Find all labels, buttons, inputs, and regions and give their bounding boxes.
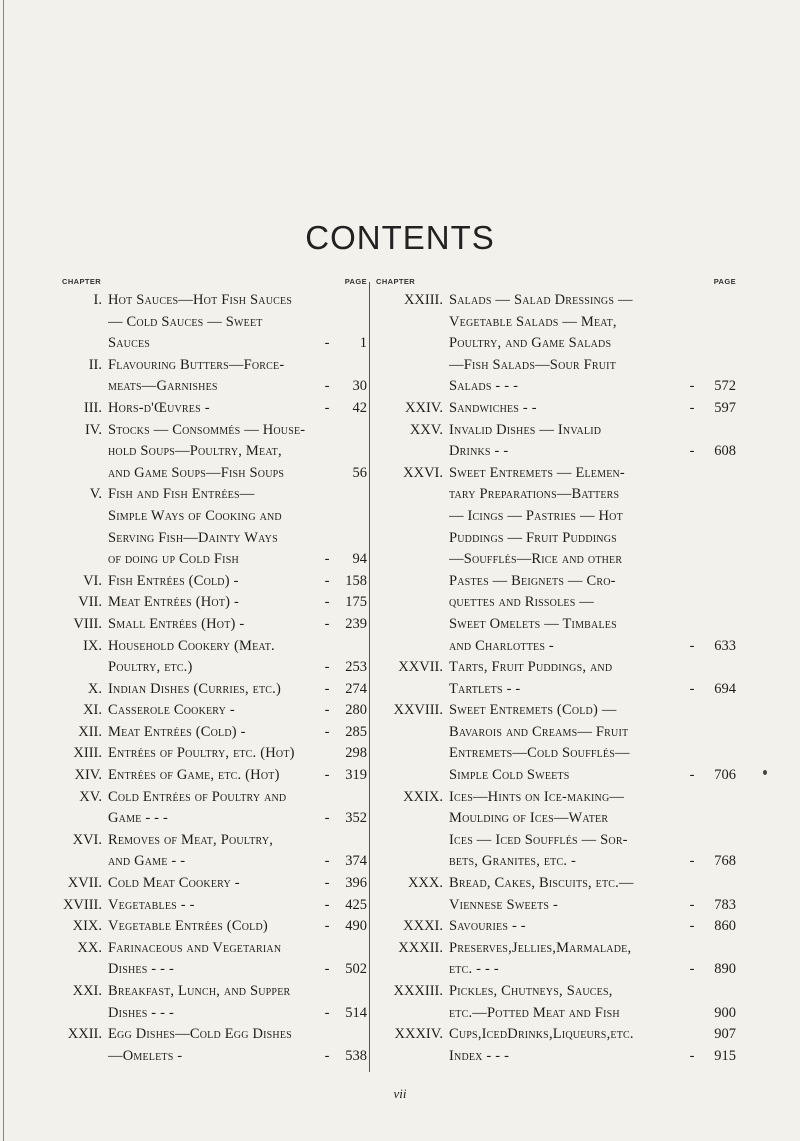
- column-divider: [369, 282, 370, 1072]
- contents-line: [376, 528, 736, 550]
- contents-line: [376, 463, 736, 485]
- chapter-title: Hot Sauces—Hot Fish Sauces: [108, 292, 293, 308]
- chapter-title: Tartlets - -: [449, 680, 521, 697]
- chapter-title: Simple Cold Sweets: [449, 767, 570, 784]
- chapter-title: Bavarois and Creams— Fruit: [449, 723, 629, 740]
- contents-lines-left: [62, 290, 367, 1067]
- leader-dash: -: [689, 918, 695, 935]
- page-number: 597: [714, 399, 736, 416]
- page-number: 253: [345, 659, 367, 676]
- contents-line: [376, 355, 736, 377]
- contents-line: [62, 1003, 367, 1025]
- contents-line: [376, 657, 736, 679]
- contents-line: [62, 463, 367, 485]
- column-header: [62, 277, 367, 290]
- contents-line: [62, 506, 367, 528]
- page-number: 285: [345, 723, 367, 740]
- chapter-number: XIII.: [73, 745, 102, 762]
- contents-line: [376, 743, 736, 765]
- chapter-number: XXXIV.: [394, 1026, 443, 1043]
- contents-column-left: [62, 277, 367, 1067]
- chapter-title: Vegetable Entrées (Cold): [108, 918, 268, 935]
- chapter-title: Casserole Cookery -: [108, 702, 235, 719]
- contents-line: [62, 528, 367, 550]
- contents-line: [62, 333, 367, 355]
- chapter-number: XIV.: [74, 767, 102, 784]
- chapter-title: Tarts, Fruit Puddings, and: [449, 659, 613, 676]
- chapter-number: XXVIII.: [393, 702, 443, 719]
- chapter-title: Sandwiches - -: [449, 399, 537, 416]
- page-number: 490: [345, 918, 367, 935]
- contents-line: [62, 851, 367, 873]
- contents-line: [62, 1046, 367, 1068]
- contents-line: [376, 959, 736, 981]
- chapter-title: Sweet Omelets — Timbales: [449, 615, 617, 632]
- contents-line: [62, 312, 367, 334]
- contents-line: [62, 376, 367, 398]
- leader-dash: -: [324, 1047, 330, 1064]
- chapter-number: X.: [87, 680, 102, 697]
- contents-line: [376, 765, 736, 787]
- ink-speck: [763, 770, 767, 775]
- contents-line: [62, 959, 367, 981]
- contents-line: [376, 614, 736, 636]
- contents-line: [376, 679, 736, 701]
- chapter-number: XXIX.: [403, 788, 443, 805]
- chapter-title: Vegetable Salads — Meat,: [449, 313, 617, 330]
- chapter-title: Cold Entrées of Poultry and: [108, 788, 287, 805]
- contents-line: [376, 484, 736, 506]
- chapter-number: XXIV.: [405, 399, 443, 416]
- chapter-title: Puddings — Fruit Puddings: [449, 529, 617, 546]
- contents-line: [62, 636, 367, 658]
- page-number: 907: [714, 1026, 736, 1043]
- chapter-title: Egg Dishes—Cold Egg Dishes: [108, 1026, 292, 1043]
- contents-line: [62, 895, 367, 917]
- leader-dash: -: [689, 680, 695, 697]
- leader-dash: -: [689, 896, 695, 913]
- chapter-number: III.: [83, 399, 102, 416]
- chapter-number: XXX.: [407, 875, 443, 892]
- chapter-title: Sweet Entremets — Elemen-: [449, 464, 625, 481]
- chapter-number: XXXII.: [398, 939, 443, 956]
- page-number: 319: [345, 767, 367, 784]
- chapter-title: Farinaceous and Vegetarian: [108, 939, 282, 956]
- page-number: 274: [345, 680, 367, 697]
- page-number: 396: [345, 875, 367, 892]
- leader-dash: -: [324, 378, 330, 395]
- contents-line: [62, 290, 367, 312]
- contents-line: [62, 484, 367, 506]
- page-number: 30: [352, 378, 367, 395]
- chapter-title: Dishes - - -: [108, 1004, 175, 1021]
- chapter-title: Hors-d'Œuvres -: [108, 399, 210, 416]
- page-number: 633: [714, 637, 736, 654]
- contents-line: [62, 916, 367, 938]
- chapter-title: bets, Granites, etc. -: [449, 853, 577, 870]
- chapter-title: Simple Ways of Cooking and: [108, 507, 282, 524]
- contents-line: [376, 592, 736, 614]
- chapter-title: etc. - - -: [449, 961, 499, 978]
- page-number: 56: [352, 464, 367, 481]
- contents-line: [62, 549, 367, 571]
- chapter-number: XXI.: [72, 983, 102, 999]
- contents-line: [376, 549, 736, 571]
- chapter-number: V.: [89, 486, 102, 503]
- page-number: 280: [345, 702, 367, 719]
- leader-dash: -: [689, 637, 695, 654]
- page-number: 352: [345, 810, 367, 827]
- contents-line: [376, 1046, 736, 1068]
- chapter-title: Pastes — Beignets — Cro-: [449, 572, 616, 589]
- chapter-title: Poultry, and Game Salads: [449, 335, 612, 352]
- chapter-title: Moulding of Ices—Water: [449, 810, 609, 827]
- page-number: 900: [714, 1004, 736, 1021]
- chapter-title: and Charlottes -: [449, 637, 554, 654]
- chapter-number: XXII.: [67, 1026, 102, 1043]
- leader-dash: -: [689, 853, 695, 870]
- chapter-title: Cold Meat Cookery -: [108, 875, 240, 892]
- chapter-number: XVII.: [67, 875, 102, 892]
- contents-line: [376, 830, 736, 852]
- page-number: 768: [714, 853, 736, 870]
- page-title: CONTENTS: [305, 219, 495, 256]
- page-number: 1: [359, 335, 367, 352]
- chapter-title: Small Entrées (Hot) -: [108, 615, 245, 632]
- contents-line: [376, 312, 736, 334]
- contents-line: [376, 376, 736, 398]
- contents-line: [376, 916, 736, 938]
- contents-line: [376, 420, 736, 442]
- chapter-number: XX.: [77, 939, 102, 956]
- page-number: 158: [345, 572, 367, 589]
- page-number: 915: [714, 1047, 736, 1064]
- chapter-title: meats—Garnishes: [108, 378, 218, 395]
- contents-line: [62, 830, 367, 852]
- contents-line: [376, 571, 736, 593]
- leader-dash: -: [324, 572, 330, 589]
- leader-dash: -: [324, 961, 330, 978]
- contents-line: [62, 981, 367, 1003]
- chapter-title: Flavouring Butters—Force-: [108, 356, 285, 373]
- page-number: 608: [714, 443, 736, 460]
- chapter-title: Pickles, Chutneys, Sauces,: [449, 983, 613, 999]
- leader-dash: -: [689, 443, 695, 460]
- contents-line: [62, 571, 367, 593]
- page-number: 706: [714, 767, 736, 784]
- contents-line: [376, 398, 736, 420]
- contents-lines-right: [376, 290, 736, 1067]
- page-number: 298: [345, 745, 367, 762]
- chapter-number: XXXIII.: [393, 983, 443, 999]
- chapter-title: Removes of Meat, Poultry,: [108, 831, 274, 848]
- leader-dash: -: [324, 399, 330, 416]
- chapter-number: XXV.: [409, 421, 443, 438]
- chapter-title: Salads - - -: [449, 378, 519, 395]
- chapter-title: Game - - -: [108, 810, 169, 827]
- leader-dash: -: [324, 680, 330, 697]
- contents-line: [376, 938, 736, 960]
- contents-line: [376, 441, 736, 463]
- page-number: 514: [345, 1004, 367, 1021]
- chapter-title: Fish Entrées (Cold) -: [108, 572, 239, 589]
- leader-dash: -: [689, 399, 695, 416]
- chapter-title: Drinks - -: [449, 443, 509, 460]
- contents-line: [376, 981, 736, 1003]
- leader-dash: -: [324, 918, 330, 935]
- contents-line: [376, 290, 736, 312]
- chapter-title: — Cold Sauces — Sweet: [108, 313, 263, 330]
- leader-dash: -: [689, 1047, 695, 1064]
- chapter-title: hold Soups—Poultry, Meat,: [108, 443, 282, 460]
- chapter-title: Sauces: [108, 335, 151, 352]
- page-number: 860: [714, 918, 736, 935]
- chapter-title: Meat Entrées (Hot) -: [108, 594, 240, 611]
- chapter-title: Poultry, etc.): [108, 659, 193, 676]
- contents-line: [62, 441, 367, 463]
- contents-line: [62, 787, 367, 809]
- page-number: 239: [345, 615, 367, 632]
- page-number: 502: [345, 961, 367, 978]
- chapter-title: etc.—Potted Meat and Fish: [449, 1004, 620, 1021]
- page-number: 175: [345, 594, 367, 611]
- chapter-title: Fish and Fish Entrées—: [108, 486, 255, 503]
- leader-dash: -: [324, 1004, 330, 1021]
- contents-line: [62, 420, 367, 442]
- contents-line: [62, 355, 367, 377]
- contents-line: [376, 808, 736, 830]
- contents-line: [376, 895, 736, 917]
- contents-line: [376, 333, 736, 355]
- chapter-number: XXIII.: [403, 292, 443, 308]
- contents-line: [62, 398, 367, 420]
- leader-dash: -: [324, 551, 330, 568]
- chapter-title: Entremets—Cold Soufflés—: [449, 745, 630, 762]
- page-number: 374: [345, 853, 367, 870]
- contents-line: [376, 506, 736, 528]
- leader-dash: -: [689, 961, 695, 978]
- contents-line: [62, 700, 367, 722]
- chapter-title: Invalid Dishes — Invalid: [449, 421, 602, 438]
- chapter-title: Entrées of Poultry, etc. (Hot): [108, 745, 295, 762]
- page-label: PAGE: [344, 277, 367, 286]
- chapter-number: II.: [88, 356, 102, 373]
- chapter-number: I.: [93, 292, 102, 308]
- contents-line: [376, 787, 736, 809]
- contents-line: [376, 1003, 736, 1025]
- chapter-label: CHAPTER: [62, 277, 102, 286]
- chapter-title: tary Preparations—Batters: [449, 486, 620, 503]
- chapter-title: Sweet Entremets (Cold) —: [449, 702, 617, 719]
- leader-dash: -: [324, 875, 330, 892]
- leader-dash: -: [324, 896, 330, 913]
- leader-dash: -: [324, 594, 330, 611]
- contents-line: [62, 722, 367, 744]
- contents-line: [376, 1024, 736, 1046]
- chapter-number: XI.: [83, 702, 102, 719]
- contents-line: [62, 1024, 367, 1046]
- page-edge-line: [3, 0, 4, 1141]
- page-number: 425: [345, 896, 367, 913]
- chapter-number: IV.: [84, 421, 102, 438]
- chapter-title: Dishes - - -: [108, 961, 175, 978]
- chapter-title: —Omelets -: [108, 1047, 183, 1064]
- contents-line: [376, 851, 736, 873]
- chapter-title: and Game - -: [108, 853, 186, 870]
- chapter-number: XVI.: [72, 831, 102, 848]
- contents-line: [62, 679, 367, 701]
- chapter-title: of doing up Cold Fish: [108, 551, 239, 568]
- chapter-title: Serving Fish—Dainty Ways: [108, 529, 278, 546]
- chapter-title: Ices — Iced Soufflés — Sor-: [449, 831, 628, 848]
- chapter-title: Index - - -: [449, 1047, 510, 1064]
- page-label: PAGE: [713, 277, 736, 286]
- page-folio: vii: [393, 1086, 407, 1101]
- chapter-title: Bread, Cakes, Biscuits, etc.—: [449, 875, 634, 892]
- chapter-number: XXVI.: [403, 464, 443, 481]
- chapter-title: Household Cookery (Meat.: [108, 637, 275, 654]
- leader-dash: -: [324, 659, 330, 676]
- chapter-title: Preserves,Jellies,Marmalade,: [449, 939, 632, 956]
- contents-line: [62, 657, 367, 679]
- chapter-label: CHAPTER: [376, 277, 416, 286]
- contents-line: [376, 700, 736, 722]
- page-number: 783: [714, 896, 736, 913]
- chapter-title: Meat Entrées (Cold) -: [108, 723, 246, 740]
- chapter-number: VIII.: [73, 615, 102, 632]
- chapter-title: and Game Soups—Fish Soups: [108, 464, 285, 481]
- chapter-number: XXXI.: [403, 918, 443, 935]
- page-number: 538: [345, 1047, 367, 1064]
- leader-dash: -: [324, 615, 330, 632]
- contents-line: [62, 614, 367, 636]
- chapter-number: XV.: [79, 788, 102, 805]
- chapter-title: quettes and Rissoles —: [449, 594, 595, 611]
- chapter-number: XII.: [78, 723, 102, 740]
- chapter-title: Cups,IcedDrinks,Liqueurs,etc.: [449, 1026, 634, 1043]
- chapter-number: XIX.: [72, 918, 102, 935]
- leader-dash: -: [324, 702, 330, 719]
- contents-line: [376, 873, 736, 895]
- contents-column-right: [376, 277, 736, 1067]
- chapter-title: Vegetables - -: [108, 896, 195, 913]
- contents-line: [62, 765, 367, 787]
- contents-line: [62, 592, 367, 614]
- chapter-number: IX.: [83, 637, 102, 654]
- contents-line: [62, 743, 367, 765]
- leader-dash: -: [689, 767, 695, 784]
- chapter-title: Salads — Salad Dressings —: [449, 292, 633, 308]
- chapter-title: Stocks — Consommés — House-: [108, 421, 306, 438]
- chapter-title: Breakfast, Lunch, and Supper: [108, 983, 291, 999]
- contents-line: [376, 636, 736, 658]
- contents-line: [62, 873, 367, 895]
- chapter-title: Entrées of Game, etc. (Hot): [108, 767, 280, 784]
- leader-dash: -: [324, 810, 330, 827]
- chapter-title: Viennese Sweets -: [449, 896, 558, 913]
- chapter-number: VI.: [83, 572, 102, 589]
- leader-dash: -: [689, 378, 695, 395]
- page-number: 94: [352, 551, 367, 568]
- leader-dash: -: [324, 853, 330, 870]
- contents-line: [62, 938, 367, 960]
- page-number: 890: [714, 961, 736, 978]
- column-header: [376, 277, 736, 290]
- chapter-title: —Soufflés—Rice and other: [449, 551, 623, 568]
- page-number: 694: [714, 680, 736, 697]
- chapter-title: Ices—Hints on Ice-making—: [449, 788, 625, 805]
- chapter-title: Indian Dishes (Curries, etc.): [108, 680, 282, 697]
- chapter-title: — Icings — Pastries — Hot: [449, 507, 623, 524]
- leader-dash: -: [324, 723, 330, 740]
- chapter-number: XVIII.: [62, 896, 102, 913]
- leader-dash: -: [324, 335, 330, 352]
- contents-line: [376, 722, 736, 744]
- chapter-number: VII.: [78, 594, 102, 611]
- page-number: 42: [352, 399, 367, 416]
- leader-dash: -: [324, 767, 330, 784]
- chapter-title: Savouries - -: [449, 918, 526, 935]
- chapter-number: XXVII.: [398, 659, 443, 676]
- contents-line: [62, 808, 367, 830]
- page-number: 572: [714, 378, 736, 395]
- chapter-title: —Fish Salads—Sour Fruit: [449, 356, 616, 373]
